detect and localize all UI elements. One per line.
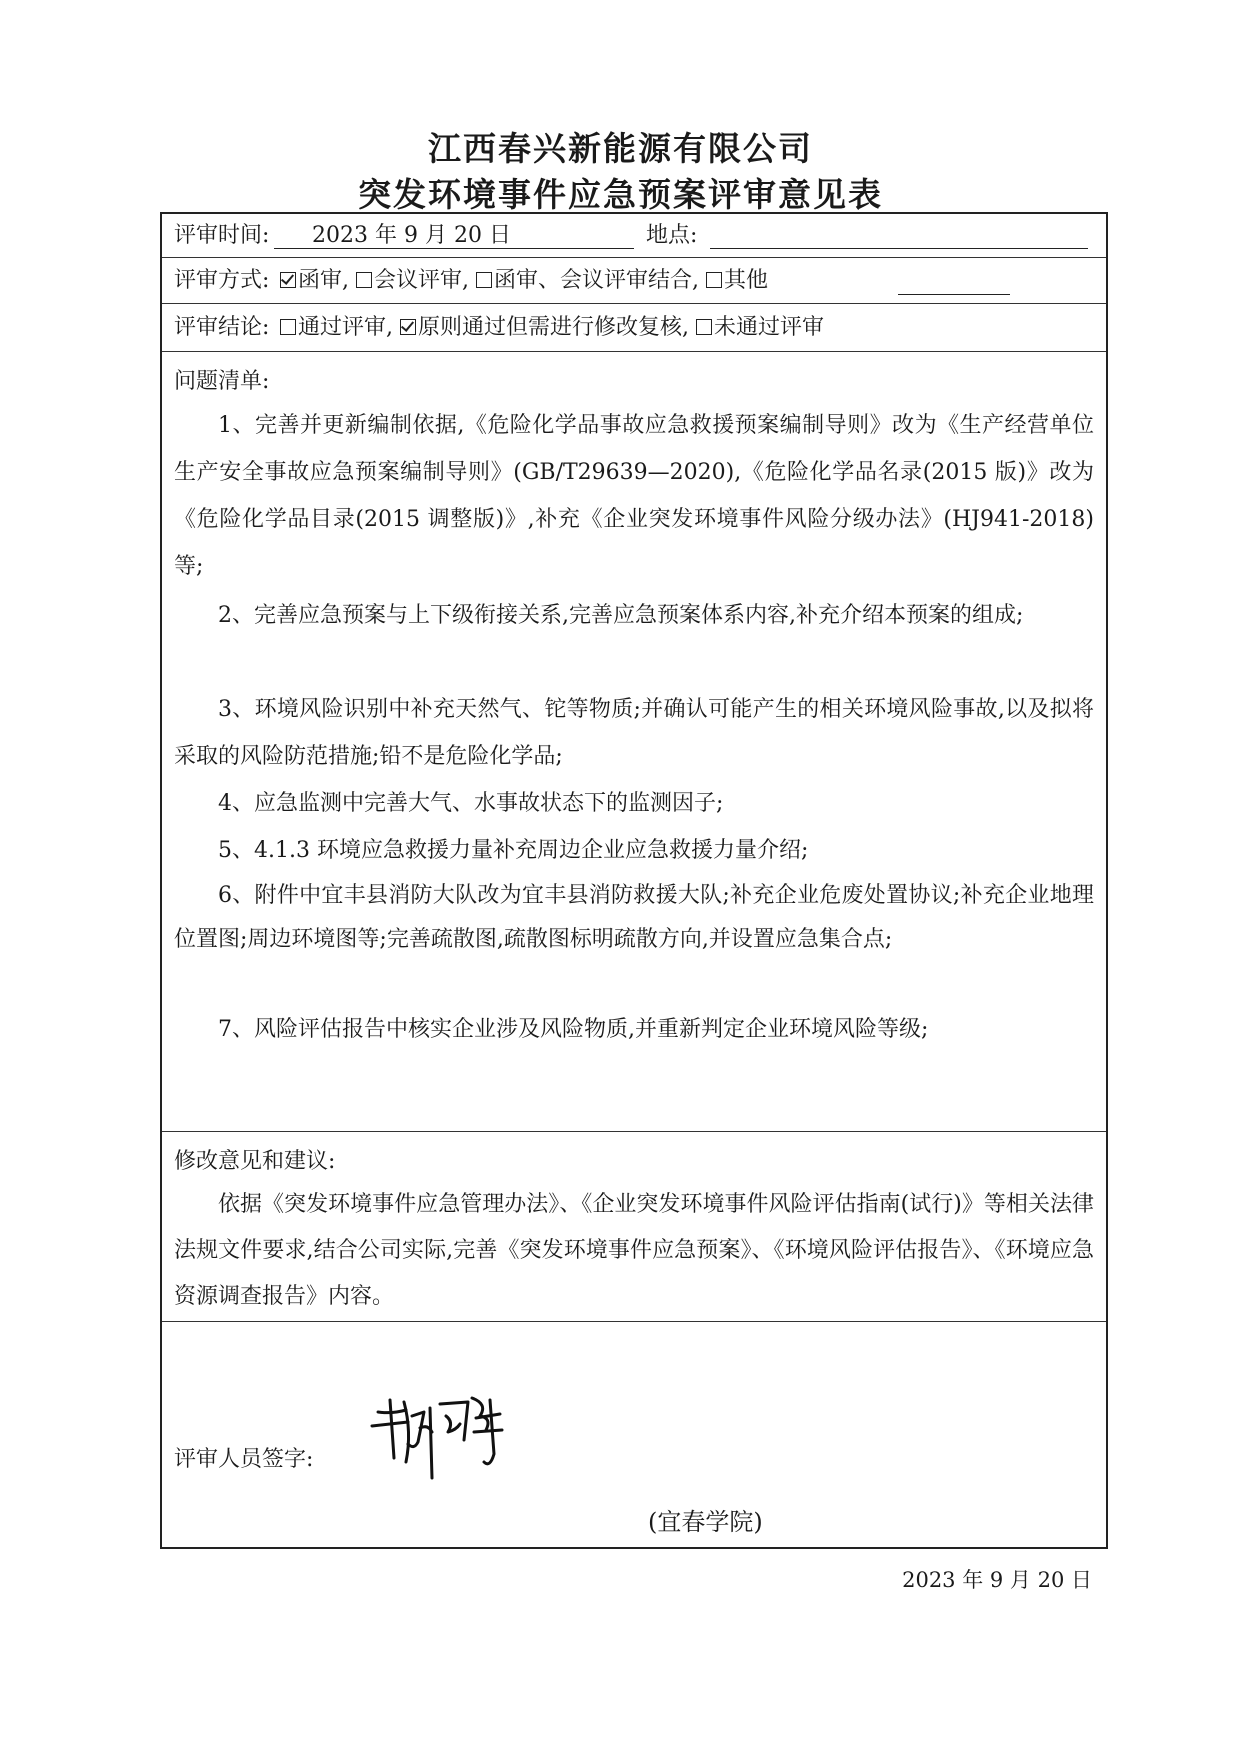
company-name: 江西春兴新能源有限公司 [428, 129, 813, 168]
option-conditional-pass: 原则通过但需进行修改复核, [418, 315, 689, 340]
conclusion-label: 评审结论: [174, 315, 270, 340]
checkbox-pass[interactable] [280, 319, 296, 335]
other-underline [898, 294, 1010, 295]
issues-label: 问题清单: [174, 369, 270, 394]
suggestions-section [162, 1132, 1106, 1322]
option-other-review: 其他 [724, 268, 769, 293]
handwritten-signature [368, 1382, 518, 1502]
conclusion-options [280, 314, 824, 342]
issue-item-3: 3、环境风险识别中补充天然气、铊等物质;并确认可能产生的相关环境风险事故,以及拟将采取的风险防范措施;铅不是危险化学品; [174, 697, 1094, 769]
issue-item-4: 4、应急监测中完善大气、水事故状态下的监测因子; [218, 791, 724, 816]
signature-date: 2023 年 9 月 20 日 [902, 1568, 1092, 1592]
checkbox-letter-review[interactable] [280, 272, 296, 288]
issue-item-6: 6、附件中宜丰县消防大队改为宜丰县消防救援大队;补充企业危废处置协议;补充企业地理位置图;周边环境图等;完善疏散图,疏散图标明疏散方向,并设置应急集合点; [174, 883, 1094, 952]
checkbox-fail[interactable] [696, 319, 712, 335]
issue-item-2: 2、完善应急预案与上下级衔接关系,完善应急预案体系内容,补充介绍本预案的组成; [218, 603, 1024, 628]
signature-section [162, 1322, 1106, 1592]
place-label: 地点: [646, 223, 698, 248]
checkbox-meeting-review[interactable] [356, 272, 372, 288]
option-meeting-review: 会议评审, [374, 268, 469, 293]
suggestions-text: 依据《突发环境事件应急管理办法》、《企业突发环境事件风险评估指南(试行)》等相关法律法规文件要求,结合公司实际,完善《突发环境事件应急预案》、《环境风险评估报告》、《环境应急资源调查报告》内容。 [174, 1192, 1094, 1309]
method-row [162, 258, 1106, 304]
issue-item-5: 5、4.1.3 环境应急救援力量补充周边企业应急救援力量介绍; [218, 838, 809, 863]
document-title [0, 126, 1241, 218]
checkbox-conditional-pass[interactable] [400, 319, 416, 335]
method-options [280, 267, 768, 295]
review-time-value: 2023 年 9 月 20 日 [312, 223, 511, 248]
issues-section [162, 352, 1106, 1132]
review-time-label: 评审时间: [174, 223, 270, 248]
time-place-row [162, 214, 1106, 258]
suggestions-label: 修改意见和建议: [174, 1149, 336, 1174]
checkbox-combined-review[interactable] [476, 272, 492, 288]
signature-label: 评审人员签字: [174, 1447, 314, 1472]
issue-item-7: 7、风险评估报告中核实企业涉及风险物质,并重新判定企业环境风险等级; [218, 1017, 929, 1042]
method-label: 评审方式: [174, 268, 270, 293]
option-letter-review: 函审, [298, 268, 349, 293]
reviewer-organization: (宜春学院) [648, 1508, 763, 1536]
review-form [160, 212, 1108, 1592]
form-title: 突发环境事件应急预案评审意见表 [358, 175, 883, 214]
option-combined-review: 函审、会议评审结合, [494, 268, 699, 293]
conclusion-row [162, 304, 1106, 352]
place-underline [710, 248, 1088, 249]
option-fail: 未通过评审 [714, 315, 825, 340]
checkbox-other-review[interactable] [706, 272, 722, 288]
issue-item-1: 1、完善并更新编制依据,《危险化学品事故应急救援预案编制导则》改为《生产经营单位生产安全事故应急预案编制导则》(GB/T29639—2020),《危险化学品名录(2015 版)》改为《危险化学品目录(2015 调整版)》,补充《企业突发环境事件风险分级办法》(HJ941-2018)等; [174, 413, 1094, 579]
option-pass: 通过评审, [298, 315, 393, 340]
